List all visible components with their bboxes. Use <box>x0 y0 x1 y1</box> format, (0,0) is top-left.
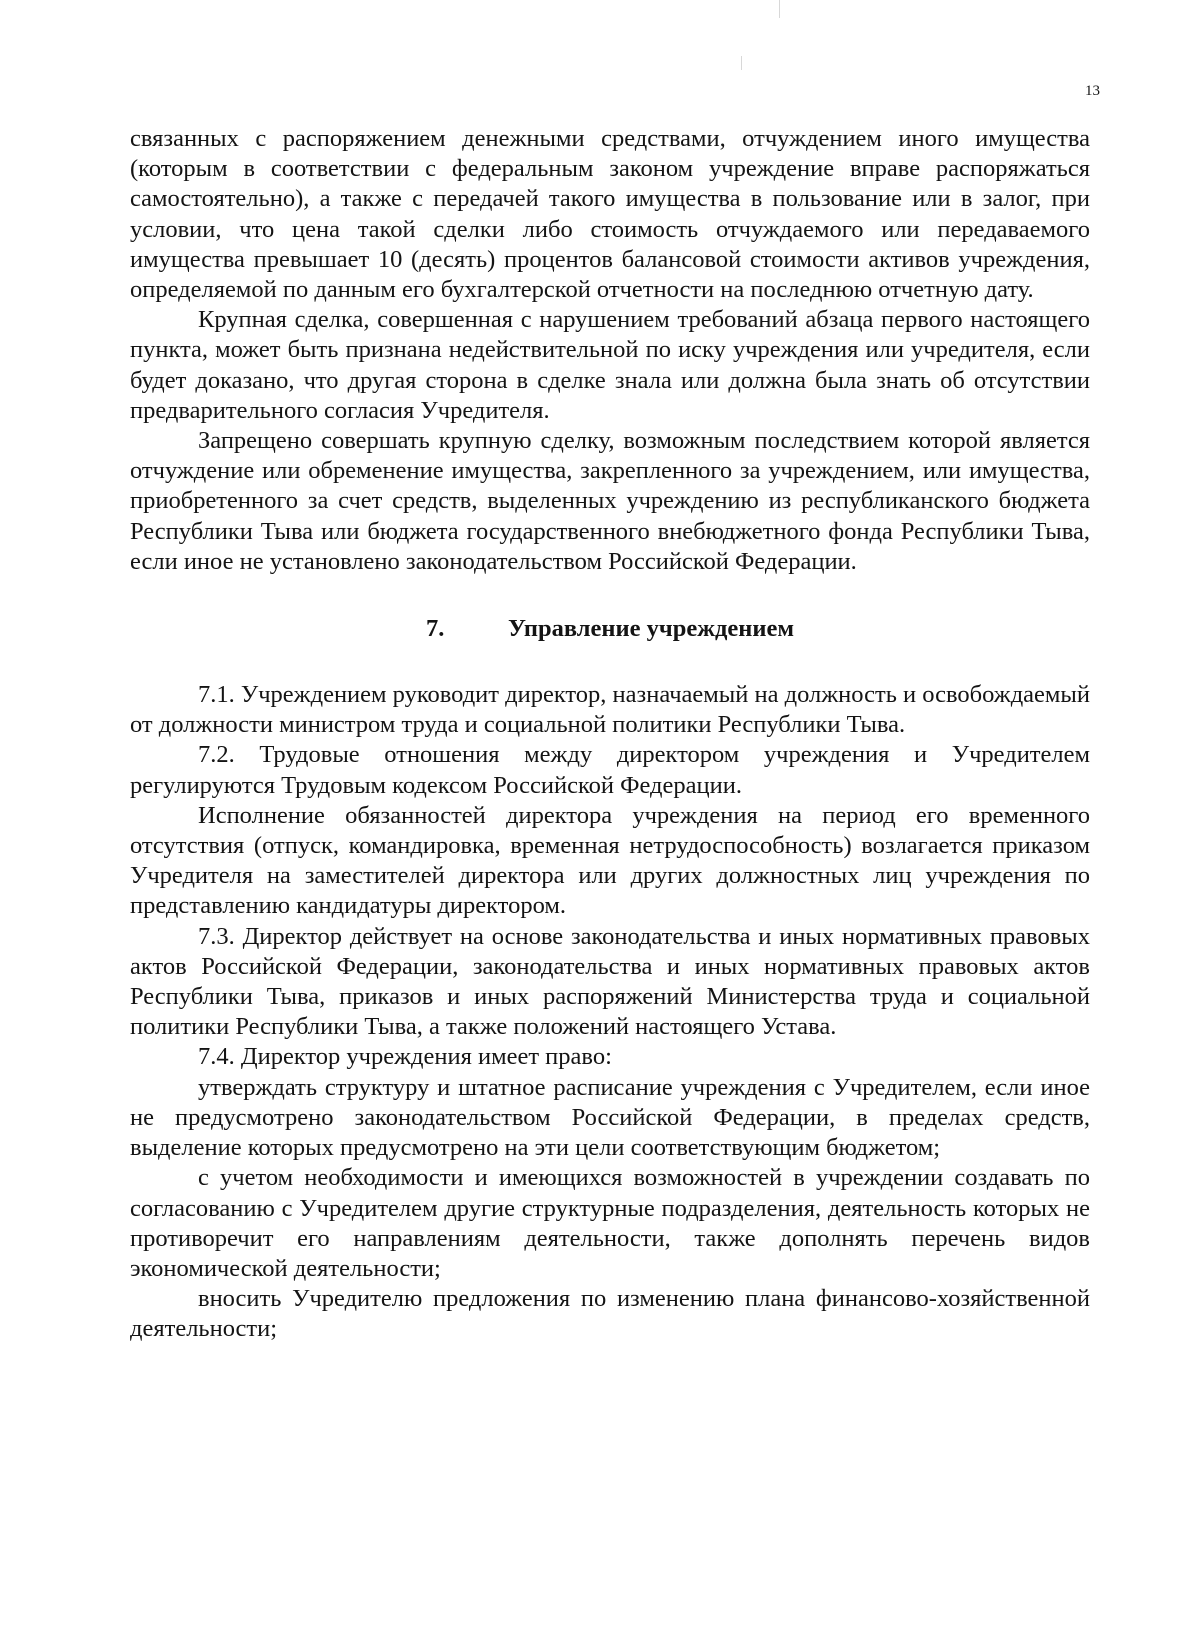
list-item-paragraph: вносить Учредителю предложения по изменению плана финансово-хозяйственной деятельности; <box>130 1285 1090 1343</box>
paragraph-clause-7-2: 7.2. Трудовые отношения между директором учреждения и Учредителем регулируются Трудовым кодексом Российской Федерации. <box>130 741 1090 799</box>
paragraph: Запрещено совершать крупную сделку, возможным последствием которой является отчуждение или обременение имущества, закрепленного за учреждением, или имущества, приобретенного за счет средств, выделенных учреждению из республиканского бюджета Республики Тыва или бюджета государственного внебюджетного фонда Республики Тыва, если иное не установлено законодательством Российской Федерации. <box>130 427 1090 575</box>
paragraph-clause-7-4: 7.4. Директор учреждения имеет право: <box>198 1043 612 1071</box>
list-item-paragraph: утверждать структуру и штатное расписание учреждения с Учредителем, если иное не предусмотрено законодательством Российской Федерации, в пределах средств, выделение которых предусмотрено на эти цели соответствующим бюджетом; <box>130 1073 1090 1162</box>
section-number: 7. <box>425 615 445 643</box>
section-heading <box>130 614 1090 644</box>
paragraph: Крупная сделка, совершенная с нарушением требований абзаца первого настоящего пункта, может быть признана недействительной по иску учреждения или учредителя, если будет доказано, что другая сторона в сделке знала или должна была знать об отсутствии предварительного согласия Учредителя. <box>130 306 1090 424</box>
paragraph: Исполнение обязанностей директора учреждения на период его временного отсутствия (отпуск, командировка, временная нетрудоспособность) возлагается приказом Учредителя на заместителей директора или других должностных лиц учреждения по представлению кандидатуры директором. <box>130 801 1090 920</box>
scan-artifact-line <box>779 0 780 18</box>
paragraph-clause-7-3: 7.3. Директор действует на основе законодательства и иных нормативных правовых актов Российской Федерации, законодательства и иных нормативных правовых актов Республики Тыва, приказов и иных распоряжений Министерства труда и социальной политики Республики Тыва, а также положений настоящего Устава. <box>130 922 1090 1041</box>
paragraph-clause-7-1: 7.1. Учреждением руководит директор, назначаемый на должность и освобождаемый от должности министром труда и социальной политики Республики Тыва. <box>130 681 1090 739</box>
page-number: 13 <box>1085 83 1100 99</box>
document-body <box>130 124 1090 1345</box>
section-title: Управление учреждением <box>507 615 795 643</box>
paragraph-continuation: связанных с распоряжением денежными средствами, отчуждением иного имущества (которым в соответствии с федеральным законом учреждение вправе распоряжаться самостоятельно), а также с передачей такого имущества в пользование или в залог, при условии, что цена такой сделки либо стоимость отчуждаемого или передаваемого имущества превышает 10 (десять) процентов балансовой стоимости активов учреждения, определяемой по данным его бухгалтерской отчетности на последнюю отчетную дату. <box>130 125 1090 304</box>
list-item-paragraph: с учетом необходимости и имеющихся возможностей в учреждении создавать по согласованию с Учредителем другие структурные подразделения, деятельность которых не противоречит его направлениям деятельности, также дополнять перечень видов экономической деятельности; <box>130 1164 1090 1282</box>
scan-artifact-line <box>741 56 742 70</box>
